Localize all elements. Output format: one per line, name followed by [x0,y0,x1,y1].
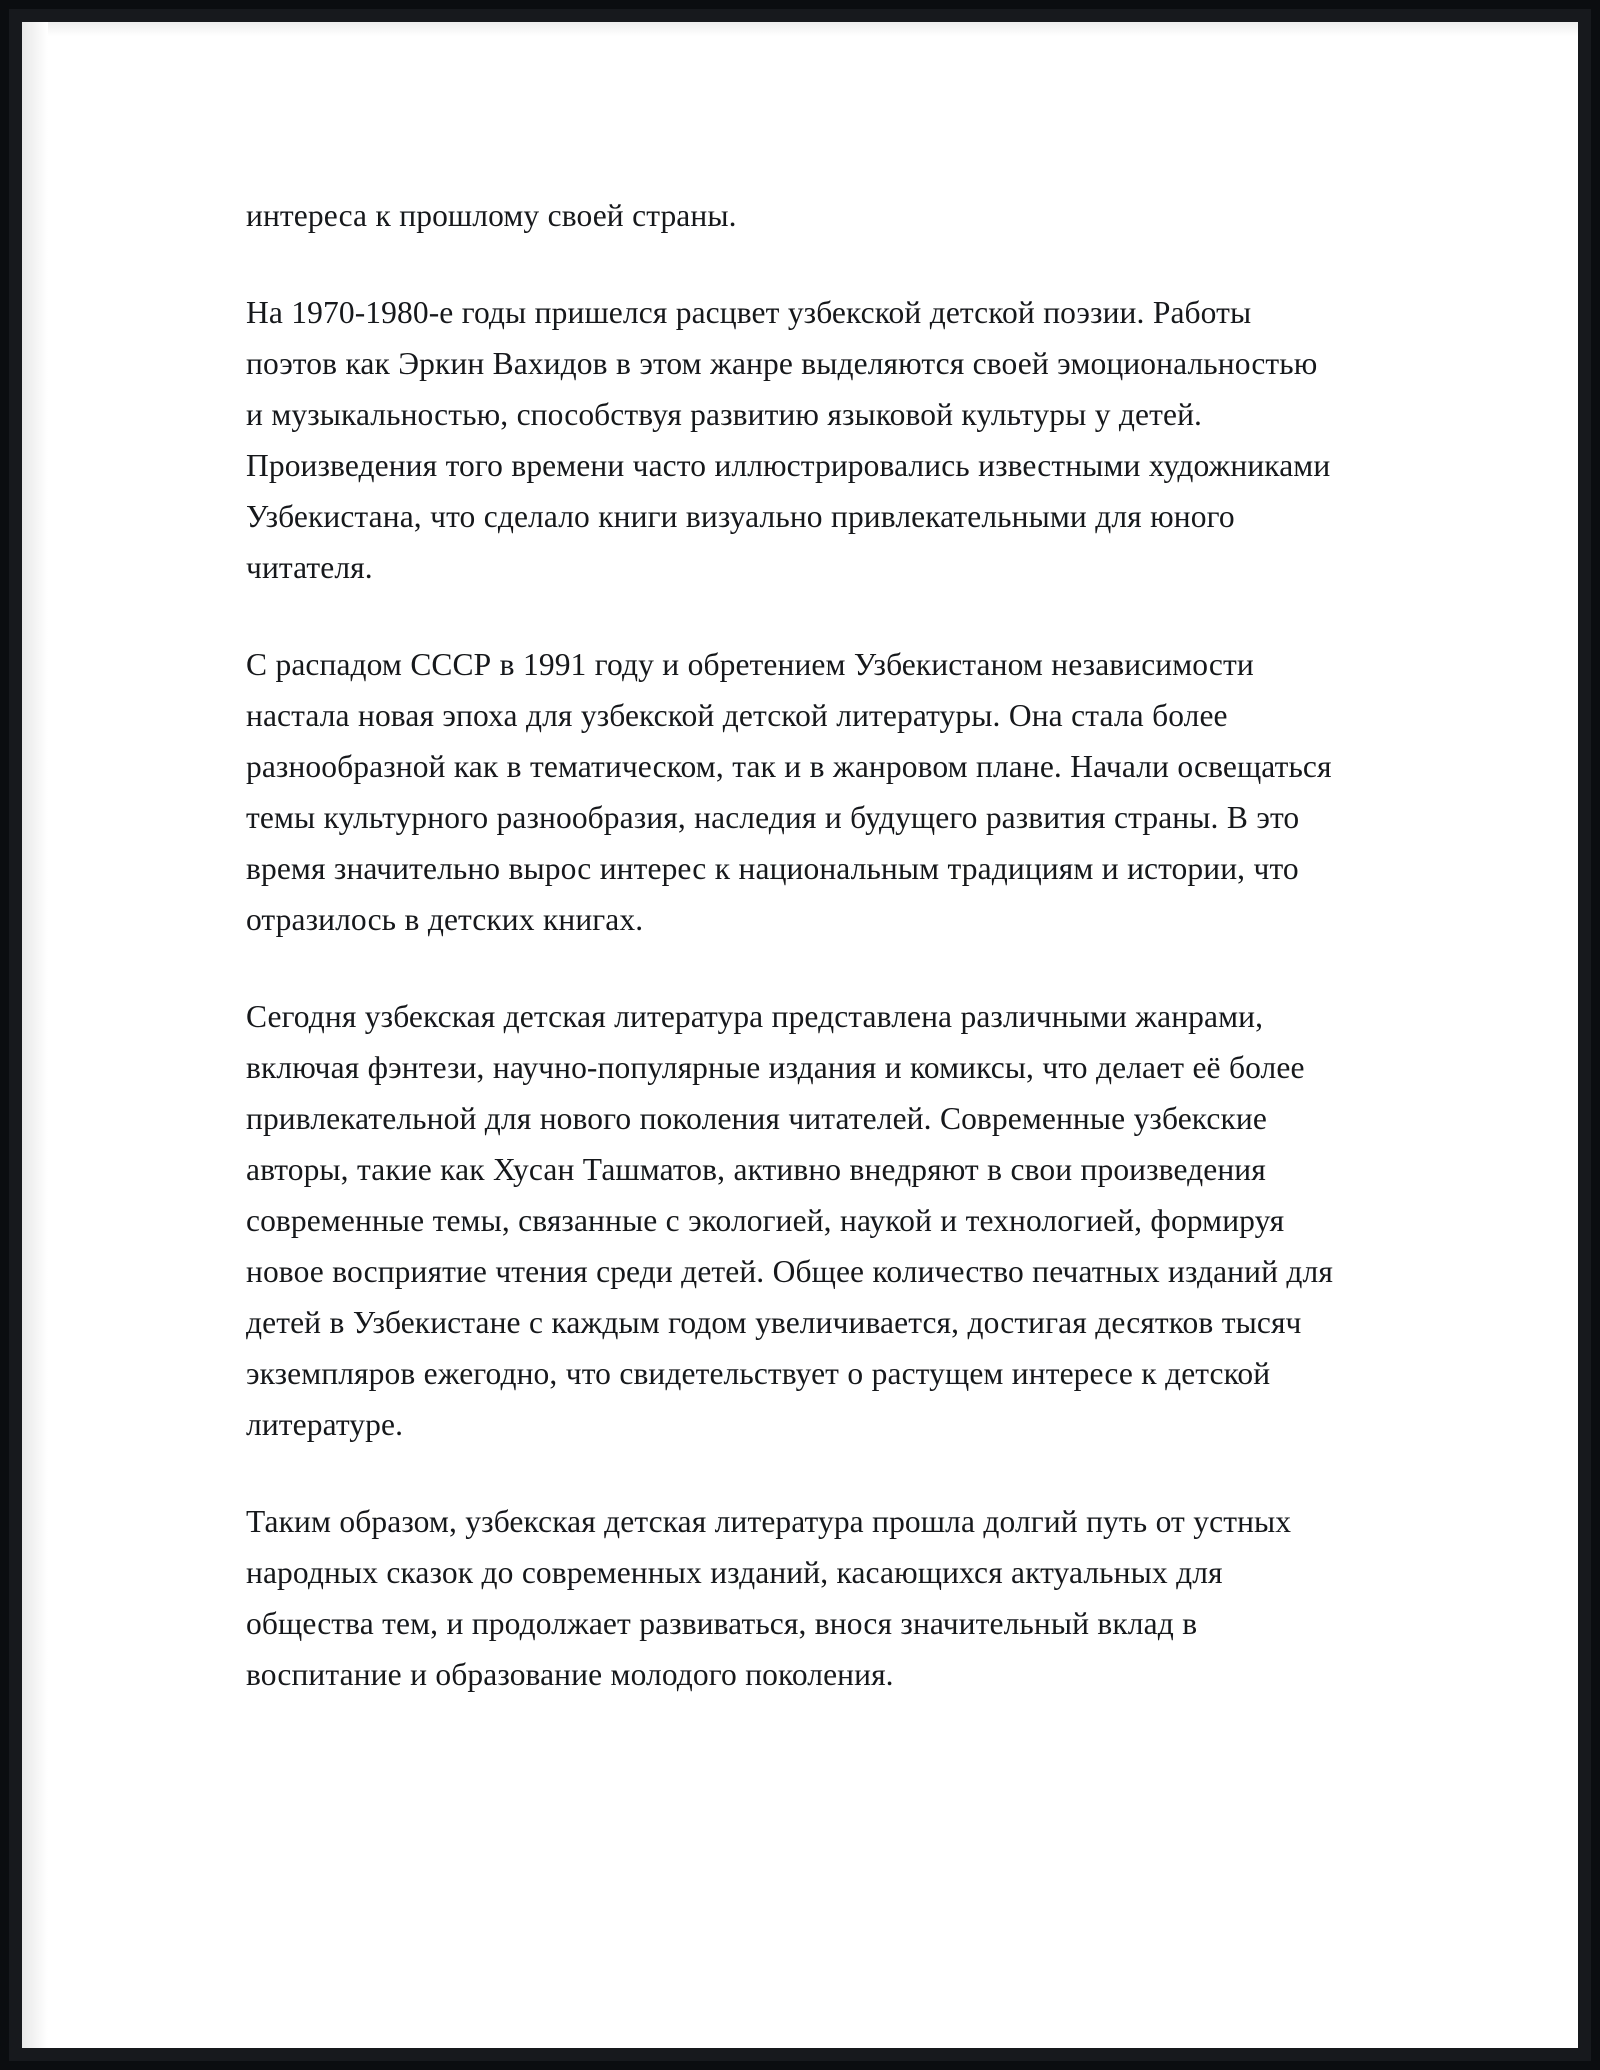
paper-left-shading [22,22,48,2048]
paper-sheet [22,22,1578,2048]
paper-top-shading [22,22,1578,36]
paragraph-interest-past: интереса к прошлому своей страны. [246,198,737,233]
body-text-column [246,190,1334,1700]
paragraph-poetry-1970-1980: На 1970-1980-е годы пришелся расцвет узбекской детской поэзии. Работы поэтов как Эркин Вахидов в этом жанре выделяются своей эмоциональностью и музыкальностью, способствуя развитию языковой культуры у детей. Произведения того времени часто иллюстрировались известными художниками Узбекистана, что сделало книги визуально привлекательными для юного читателя. [246,295,1331,585]
paragraph-conclusion: Таким образом, узбекская детская литература прошла долгий путь от устных народных сказок до современных изданий, касающихся актуальных для общества тем, и продолжает развиваться, внося значительный вклад в воспитание и образование молодого поколения. [246,1504,1292,1692]
paragraph-today-genres: Сегодня узбекская детская литература представлена различными жанрами, включая фэнтези, научно-популярные издания и комиксы, что делает её более привлекательной для нового поколения читателей. Современные узбекские авторы, такие как Хусан Ташматов, активно внедряют в свои произведения современные темы, связанные с экологией, наукой и технологией, формируя новое восприятие чтения среди детей. Общее количество печатных изданий для детей в Узбекистане с каждым годом увеличивается, достигая десятков тысяч экземпляров ежегодно, что свидетельствует о растущем интересе к детской литературе. [246,999,1333,1442]
paragraph-ussr-collapse-1991: С распадом СССР в 1991 году и обретением Узбекистаном независимости настала новая эпоха для узбекской детской литературы. Она стала более разнообразной как в тематическом, так и в жанровом плане. Начали освещаться темы культурного разнообразия, наследия и будущего развития страны. В это время значительно вырос интерес к национальным традициям и истории, что отразилось в детских книгах. [246,647,1332,937]
